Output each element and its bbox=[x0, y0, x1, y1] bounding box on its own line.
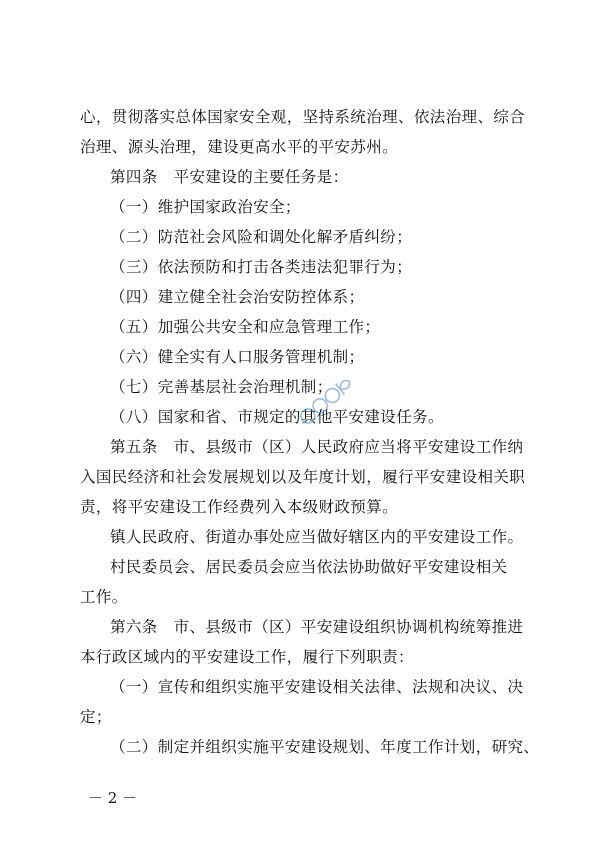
article-heading: 第四条 平安建设的主要任务是： bbox=[110, 168, 349, 186]
list-item: （七）完善基层社会治理机制； bbox=[110, 378, 333, 396]
page-number: － 2 － bbox=[88, 789, 138, 807]
list-item: 定； bbox=[80, 708, 112, 726]
article-heading: 第五条 市、县级市（区）人民政府应当将平安建设工作纳 bbox=[110, 438, 524, 456]
list-item: （四）建立健全社会治安防控体系； bbox=[110, 288, 365, 306]
list-item: （三）依法预防和打击各类违法犯罪行为； bbox=[110, 258, 413, 276]
body-line: 镇人民政府、街道办事处应当做好辖区内的平安建设工作。 bbox=[110, 528, 524, 546]
list-item: （二）制定并组织实施平安建设规划、年度工作计划，研究、 bbox=[110, 738, 540, 756]
body-line: 心，贯彻落实总体国家安全观，坚持系统治理、依法治理、综合 bbox=[80, 108, 526, 126]
list-item: （八）国家和省、市规定的其他平安建设任务。 bbox=[110, 408, 444, 426]
body-line: 本行政区域内的平安建设工作，履行下列职责： bbox=[80, 648, 414, 666]
body-line: 村民委员会、居民委员会应当依法协助做好平安建设相关 bbox=[110, 558, 508, 576]
article-heading: 第六条 市、县级市（区）平安建设组织协调机构统筹推进 bbox=[110, 618, 524, 636]
body-line: 责，将平安建设工作经费列入本级财政预算。 bbox=[80, 498, 399, 516]
list-item: （一）宣传和组织实施平安建设相关法律、法规和决议、决 bbox=[110, 678, 524, 696]
body-line: 工作。 bbox=[80, 588, 128, 606]
list-item: （一）维护国家政治安全； bbox=[110, 198, 301, 216]
body-line: 治理、源头治理，建设更高水平的平安苏州。 bbox=[80, 138, 399, 156]
list-item: （五）加强公共安全和应急管理工作； bbox=[110, 318, 381, 336]
body-line: 入国民经济和社会发展规划以及年度计划，履行平安建设相关职 bbox=[80, 468, 526, 486]
list-item: （六）健全实有人口服务管理机制； bbox=[110, 348, 365, 366]
list-item: （二）防范社会风险和调处化解矛盾纠纷； bbox=[110, 228, 413, 246]
